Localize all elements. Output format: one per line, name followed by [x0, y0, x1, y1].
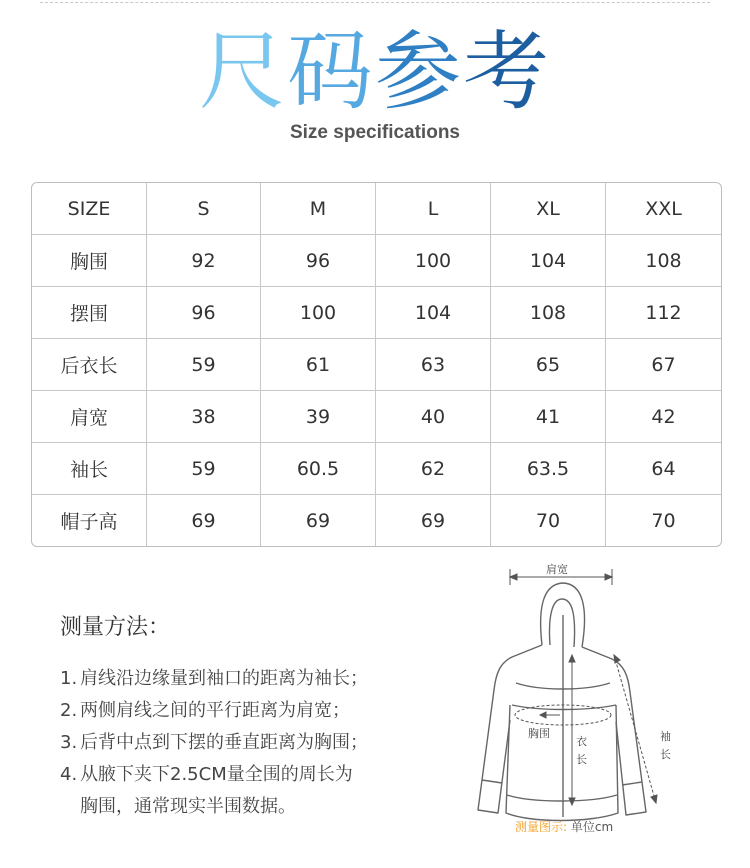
caption-prefix: 测量图示: — [515, 820, 568, 834]
title-block — [0, 22, 750, 144]
table-cell: 63 — [376, 339, 491, 391]
table-cell: 62 — [376, 443, 491, 495]
table-cell: 63.5 — [491, 443, 606, 495]
table-row — [32, 235, 721, 287]
table-cell: 100 — [261, 287, 376, 339]
table-header-row — [32, 183, 721, 235]
length-label-2: 长 — [576, 753, 587, 766]
page-subtitle: Size specifications — [289, 122, 460, 143]
title-char-2: 码 — [287, 22, 375, 122]
header-cell: L — [376, 183, 491, 235]
table-cell: 61 — [261, 339, 376, 391]
row-label: 胸围 — [32, 235, 147, 287]
table-cell: 64 — [606, 443, 721, 495]
row-label: 后衣长 — [32, 339, 147, 391]
list-item: 3. 后背中点到下摆的垂直距离为胸围； — [60, 732, 368, 753]
jacket-outline — [478, 583, 646, 821]
table-cell: 69 — [261, 495, 376, 546]
list-item-continued: 胸围，通常现实半围数据。 — [80, 796, 296, 817]
measurement-method — [60, 610, 460, 823]
table-cell: 38 — [147, 391, 261, 443]
table-cell: 108 — [606, 235, 721, 287]
table-cell: 59 — [147, 443, 261, 495]
table-cell: 39 — [261, 391, 376, 443]
table-cell: 60.5 — [261, 443, 376, 495]
table-cell: 69 — [376, 495, 491, 546]
table-cell: 42 — [606, 391, 721, 443]
table-row — [32, 391, 721, 443]
table-cell: 100 — [376, 235, 491, 287]
caption-unit: 单位cm — [570, 820, 614, 834]
title-char-4: 考 — [463, 22, 551, 122]
table-cell: 40 — [376, 391, 491, 443]
method-title: 测量方法： — [60, 615, 171, 640]
sleeve-label-1: 袖 — [660, 730, 671, 743]
list-item: 1. 肩线沿边缘量到袖口的距离为袖长； — [60, 668, 368, 689]
length-label-1: 衣 — [576, 735, 587, 748]
table-row — [32, 287, 721, 339]
header-cell: XL — [491, 183, 606, 235]
table-row — [32, 443, 721, 495]
header-cell: M — [261, 183, 376, 235]
page-title — [0, 22, 750, 122]
body-length-arrow — [569, 655, 575, 805]
table-cell: 104 — [376, 287, 491, 339]
shoulder-label: 肩宽 — [546, 563, 568, 576]
table-row — [32, 339, 721, 391]
sleeve-label-2: 长 — [660, 748, 671, 761]
table-row — [32, 495, 721, 546]
table-cell: 67 — [606, 339, 721, 391]
header-cell: XXL — [606, 183, 721, 235]
size-table — [31, 182, 722, 547]
row-label: 摆围 — [32, 287, 147, 339]
table-cell: 104 — [491, 235, 606, 287]
method-list — [60, 663, 460, 823]
table-cell: 96 — [147, 287, 261, 339]
header-cell: S — [147, 183, 261, 235]
row-label: 袖长 — [32, 443, 147, 495]
diagram-caption — [515, 818, 613, 835]
header-cell: SIZE — [32, 183, 147, 235]
table-cell: 92 — [147, 235, 261, 287]
table-cell: 70 — [491, 495, 606, 546]
table-cell: 41 — [491, 391, 606, 443]
row-label: 帽子高 — [32, 495, 147, 546]
table-cell: 108 — [491, 287, 606, 339]
jacket-diagram — [460, 555, 700, 845]
table-cell: 96 — [261, 235, 376, 287]
table-cell: 69 — [147, 495, 261, 546]
table-cell: 59 — [147, 339, 261, 391]
table-cell: 65 — [491, 339, 606, 391]
list-item: 4. 从腋下夹下2.5CM量全围的周长为 — [60, 764, 353, 785]
chest-label: 胸围 — [528, 727, 550, 740]
list-item: 2. 两侧肩线之间的平行距离为肩宽； — [60, 700, 350, 721]
sleeve-length-arrow — [614, 655, 657, 803]
title-char-1: 尺 — [199, 22, 287, 122]
row-label: 肩宽 — [32, 391, 147, 443]
table-cell: 112 — [606, 287, 721, 339]
table-cell: 70 — [651, 509, 676, 532]
top-divider — [40, 2, 710, 3]
chest-arrows — [540, 712, 560, 718]
title-char-3: 参 — [375, 22, 463, 122]
